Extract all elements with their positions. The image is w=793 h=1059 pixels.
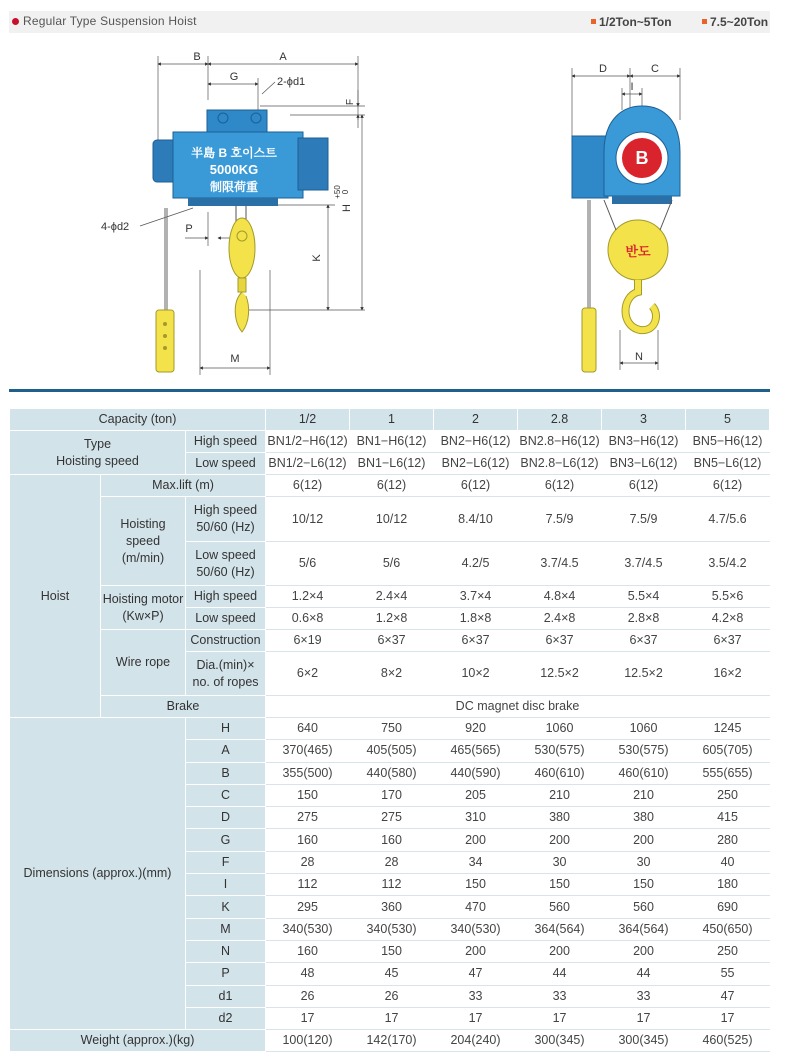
section-divider xyxy=(9,389,770,392)
capacity-cell: 5 xyxy=(686,409,770,431)
motor-high-label: High speed xyxy=(186,586,266,608)
dimension-value: 26 xyxy=(350,985,434,1007)
svg-text:0: 0 xyxy=(341,189,350,195)
dimension-name: I xyxy=(186,874,266,896)
dimension-value: 1245 xyxy=(686,718,770,740)
motor-low-cell: 2.8×8 xyxy=(602,608,686,630)
high-speed-label: High speed xyxy=(186,431,266,453)
svg-text:B: B xyxy=(193,51,201,63)
type-high-cell: BN2.8−H6(12) xyxy=(518,431,602,453)
dimension-value: 17 xyxy=(518,1007,602,1029)
dimension-value: 28 xyxy=(266,851,350,873)
dimension-value: 200 xyxy=(602,829,686,851)
hs-low-cell: 3.5/4.2 xyxy=(686,542,770,586)
dimension-value: 364(564) xyxy=(602,918,686,940)
dimension-value: 250 xyxy=(686,784,770,806)
type-high-cell: BN2−H6(12) xyxy=(434,431,518,453)
cell-text-line: Dia.(min)× xyxy=(196,657,255,672)
motor-low-cell: 1.8×8 xyxy=(434,608,518,630)
dimension-value: 465(565) xyxy=(434,740,518,762)
max-lift-cell: 6(12) xyxy=(686,475,770,497)
dimension-name: P xyxy=(186,963,266,985)
capacity-header: Capacity (ton) xyxy=(10,409,266,431)
dimension-value: 48 xyxy=(266,963,350,985)
capacity-cell: 3 xyxy=(602,409,686,431)
dimension-value: 160 xyxy=(266,940,350,962)
dimension-value: 33 xyxy=(518,985,602,1007)
dimension-value: 200 xyxy=(434,940,518,962)
hoist-front-view xyxy=(153,110,328,372)
dimension-value: 340(530) xyxy=(350,918,434,940)
svg-text:F: F xyxy=(345,98,356,106)
motor-label xyxy=(101,586,186,630)
max-lift-cell: 6(12) xyxy=(602,475,686,497)
dimension-value: 33 xyxy=(602,985,686,1007)
svg-text:C: C xyxy=(651,63,659,75)
dia-cell: 12.5×2 xyxy=(602,652,686,696)
dimension-value: 200 xyxy=(434,829,518,851)
dimension-value: 180 xyxy=(686,874,770,896)
dimension-value: 250 xyxy=(686,940,770,962)
dimension-value: 17 xyxy=(602,1007,686,1029)
dimension-value: 150 xyxy=(434,874,518,896)
svg-text:4-ϕd2: 4-ϕd2 xyxy=(101,221,130,233)
dimension-value: 340(530) xyxy=(266,918,350,940)
dimension-value: 555(655) xyxy=(686,762,770,784)
dimension-value: 380 xyxy=(518,807,602,829)
cell-text-line: 50/60 (Hz) xyxy=(196,564,255,579)
dimension-value: 47 xyxy=(434,963,518,985)
dimension-value: 640 xyxy=(266,718,350,740)
dimension-value: 605(705) xyxy=(686,740,770,762)
motor-low-label: Low speed xyxy=(186,608,266,630)
dimension-value: 150 xyxy=(518,874,602,896)
dimension-value: 275 xyxy=(266,807,350,829)
svg-text:5000KG: 5000KG xyxy=(209,162,259,177)
max-lift-cell: 6(12) xyxy=(266,475,350,497)
hs-low-cell: 3.7/4.5 xyxy=(602,542,686,586)
hs-high-label xyxy=(186,497,266,542)
dimension-value: 415 xyxy=(686,807,770,829)
dia-cell: 16×2 xyxy=(686,652,770,696)
cell-text-line: speed xyxy=(125,533,161,548)
dimension-value: 460(610) xyxy=(518,762,602,784)
hs-low-cell: 4.2/5 xyxy=(434,542,518,586)
dimension-name: K xyxy=(186,896,266,918)
type-low-cell: BN2.8−L6(12) xyxy=(518,453,602,475)
dimension-value: 210 xyxy=(602,784,686,806)
cell-text-line: (m/min) xyxy=(121,550,165,565)
type-high-cell: BN1−H6(12) xyxy=(350,431,434,453)
dimension-value: 310 xyxy=(434,807,518,829)
hs-high-cell: 10/12 xyxy=(266,497,350,542)
dimension-value: 17 xyxy=(434,1007,518,1029)
motor-high-cell: 5.5×4 xyxy=(602,586,686,608)
svg-text:D: D xyxy=(599,63,607,75)
dimension-value: 200 xyxy=(518,940,602,962)
hs-high-cell: 8.4/10 xyxy=(434,497,518,542)
cell-text-line: no. of ropes xyxy=(192,674,259,689)
dia-label xyxy=(186,652,266,696)
dimension-value: 364(564) xyxy=(518,918,602,940)
dimension-value: 370(465) xyxy=(266,740,350,762)
dimension-value: 440(590) xyxy=(434,762,518,784)
dimension-name: M xyxy=(186,918,266,940)
dimension-value: 33 xyxy=(434,985,518,1007)
dimension-value: 405(505) xyxy=(350,740,434,762)
dimension-value: 295 xyxy=(266,896,350,918)
dimensions-group-label: Dimensions (approx.)(mm) xyxy=(10,718,186,1030)
dimension-name: N xyxy=(186,940,266,962)
construction-cell: 6×19 xyxy=(266,630,350,652)
spec-table xyxy=(9,408,770,1052)
type-high-cell: BN5−H6(12) xyxy=(686,431,770,453)
svg-text:B: B xyxy=(635,148,649,168)
max-lift-label: Max.lift (m) xyxy=(101,475,266,497)
svg-text:半島 B 호이스트: 半島 B 호이스트 xyxy=(191,146,277,160)
dimension-value: 150 xyxy=(266,784,350,806)
capacity-range-2: 7.5~20Ton xyxy=(710,15,769,29)
svg-text:G: G xyxy=(229,71,239,83)
type-low-cell: BN3−L6(12) xyxy=(602,453,686,475)
svg-text:P: P xyxy=(185,223,193,235)
type-header xyxy=(10,431,186,475)
hs-high-cell: 4.7/5.6 xyxy=(686,497,770,542)
cell-text-line: 50/60 (Hz) xyxy=(196,520,255,534)
dimension-value: 1060 xyxy=(602,718,686,740)
dimension-value: 205 xyxy=(434,784,518,806)
dimension-name: F xyxy=(186,851,266,873)
dimension-value: 26 xyxy=(266,985,350,1007)
section-header xyxy=(9,11,770,33)
dimension-value: 450(650) xyxy=(686,918,770,940)
dimension-value: 17 xyxy=(350,1007,434,1029)
capacity-cell: 2.8 xyxy=(518,409,602,431)
cell-text-line: Hoisting speed xyxy=(56,453,139,468)
svg-text:I: I xyxy=(630,81,634,93)
dimension-value: 200 xyxy=(602,940,686,962)
type-low-cell: BN1/2−L6(12) xyxy=(266,453,350,475)
motor-low-cell: 1.2×8 xyxy=(350,608,434,630)
weight-cell: 204(240) xyxy=(434,1030,518,1052)
dimension-value: 560 xyxy=(602,896,686,918)
cell-text-line: Type xyxy=(83,436,112,451)
construction-cell: 6×37 xyxy=(686,630,770,652)
dimension-value: 112 xyxy=(350,874,434,896)
capacity-cell: 2 xyxy=(434,409,518,431)
svg-text:H: H xyxy=(341,204,353,212)
dimension-value: 275 xyxy=(350,807,434,829)
dimension-value: 17 xyxy=(686,1007,770,1029)
svg-text:M: M xyxy=(230,353,240,365)
motor-low-cell: 4.2×8 xyxy=(686,608,770,630)
dimension-value: 200 xyxy=(518,829,602,851)
bullet-icon xyxy=(12,18,19,25)
dimension-name: C xyxy=(186,784,266,806)
weight-cell: 142(170) xyxy=(350,1030,434,1052)
motor-low-cell: 2.4×8 xyxy=(518,608,602,630)
type-high-cell: BN1/2−H6(12) xyxy=(266,431,350,453)
dimension-value: 44 xyxy=(602,963,686,985)
dimension-value: 28 xyxy=(350,851,434,873)
dimension-value: 380 xyxy=(602,807,686,829)
cell-text-line: (Kw×P) xyxy=(122,608,164,623)
dimension-value: 355(500) xyxy=(266,762,350,784)
wire-rope-label: Wire rope xyxy=(101,630,186,696)
dimension-value: 112 xyxy=(266,874,350,896)
dia-cell: 10×2 xyxy=(434,652,518,696)
motor-high-cell: 5.5×6 xyxy=(686,586,770,608)
low-speed-label: Low speed xyxy=(186,453,266,475)
hs-low-label xyxy=(186,542,266,586)
cell-text-line: Low speed xyxy=(195,547,256,562)
hoist-technical-drawing xyxy=(0,40,793,385)
dimension-value: 750 xyxy=(350,718,434,740)
weight-cell: 460(525) xyxy=(686,1030,770,1052)
construction-label: Construction xyxy=(186,630,266,652)
construction-cell: 6×37 xyxy=(518,630,602,652)
capacity-cell: 1/2 xyxy=(266,409,350,431)
dimension-value: 47 xyxy=(686,985,770,1007)
capacity-cell: 1 xyxy=(350,409,434,431)
type-low-cell: BN1−L6(12) xyxy=(350,453,434,475)
dimension-value: 530(575) xyxy=(518,740,602,762)
motor-low-cell: 0.6×8 xyxy=(266,608,350,630)
dimension-value: 150 xyxy=(602,874,686,896)
hoist-side-view xyxy=(572,106,680,372)
weight-cell: 300(345) xyxy=(518,1030,602,1052)
dimension-value: 55 xyxy=(686,963,770,985)
cell-text-line: Hoisting xyxy=(120,516,166,531)
dimension-value: 210 xyxy=(518,784,602,806)
hs-high-cell: 7.5/9 xyxy=(518,497,602,542)
dimension-value: 45 xyxy=(350,963,434,985)
motor-high-cell: 1.2×4 xyxy=(266,586,350,608)
square-bullet-icon xyxy=(702,19,707,24)
dimension-value: 440(580) xyxy=(350,762,434,784)
max-lift-cell: 6(12) xyxy=(518,475,602,497)
motor-high-cell: 4.8×4 xyxy=(518,586,602,608)
type-low-cell: BN5−L6(12) xyxy=(686,453,770,475)
dimension-name: D xyxy=(186,807,266,829)
dimension-value: 150 xyxy=(350,940,434,962)
hs-low-cell: 3.7/4.5 xyxy=(518,542,602,586)
construction-cell: 6×37 xyxy=(350,630,434,652)
square-bullet-icon xyxy=(591,19,596,24)
dimension-value: 1060 xyxy=(518,718,602,740)
weight-cell: 100(120) xyxy=(266,1030,350,1052)
weight-cell: 300(345) xyxy=(602,1030,686,1052)
dimension-value: 160 xyxy=(350,829,434,851)
cell-text-line: Hoisting motor xyxy=(102,591,184,606)
dimension-name: d2 xyxy=(186,1007,266,1029)
svg-text:N: N xyxy=(635,351,643,363)
dimension-value: 470 xyxy=(434,896,518,918)
capacity-range-1: 1/2Ton~5Ton xyxy=(599,15,672,29)
construction-cell: 6×37 xyxy=(434,630,518,652)
dimension-value: 690 xyxy=(686,896,770,918)
svg-text:K: K xyxy=(311,254,323,262)
dimension-value: 340(530) xyxy=(434,918,518,940)
construction-cell: 6×37 xyxy=(602,630,686,652)
hs-high-cell: 7.5/9 xyxy=(602,497,686,542)
dia-cell: 12.5×2 xyxy=(518,652,602,696)
dimension-name: H xyxy=(186,718,266,740)
hs-low-cell: 5/6 xyxy=(350,542,434,586)
svg-text:A: A xyxy=(279,51,287,63)
dimension-value: 40 xyxy=(686,851,770,873)
dimension-value: 560 xyxy=(518,896,602,918)
dimension-value: 460(610) xyxy=(602,762,686,784)
type-low-cell: BN2−L6(12) xyxy=(434,453,518,475)
dimension-value: 530(575) xyxy=(602,740,686,762)
dimension-value: 170 xyxy=(350,784,434,806)
max-lift-cell: 6(12) xyxy=(350,475,434,497)
dimension-name: d1 xyxy=(186,985,266,1007)
weight-label: Weight (approx.)(kg) xyxy=(10,1030,266,1052)
dimension-value: 30 xyxy=(602,851,686,873)
dimension-name: G xyxy=(186,829,266,851)
dimension-value: 44 xyxy=(518,963,602,985)
section-title: Regular Type Suspension Hoist xyxy=(23,14,197,28)
brake-label: Brake xyxy=(101,696,266,718)
svg-text:+50: +50 xyxy=(333,185,342,199)
dimension-name: A xyxy=(186,740,266,762)
max-lift-cell: 6(12) xyxy=(434,475,518,497)
hoist-group-label: Hoist xyxy=(10,475,101,718)
type-high-cell: BN3−H6(12) xyxy=(602,431,686,453)
dimension-value: 160 xyxy=(266,829,350,851)
motor-high-cell: 2.4×4 xyxy=(350,586,434,608)
hs-low-cell: 5/6 xyxy=(266,542,350,586)
svg-text:2-ϕd1: 2-ϕd1 xyxy=(277,76,306,88)
dimension-value: 17 xyxy=(266,1007,350,1029)
dimension-value: 30 xyxy=(518,851,602,873)
hoisting-speed-label xyxy=(101,497,186,586)
svg-text:制限荷重: 制限荷重 xyxy=(209,180,259,194)
dimension-value: 280 xyxy=(686,829,770,851)
dia-cell: 8×2 xyxy=(350,652,434,696)
dimension-value: 360 xyxy=(350,896,434,918)
dimension-value: 34 xyxy=(434,851,518,873)
svg-text:반도: 반도 xyxy=(625,244,651,259)
dia-cell: 6×2 xyxy=(266,652,350,696)
motor-high-cell: 3.7×4 xyxy=(434,586,518,608)
dimension-name: B xyxy=(186,762,266,784)
hs-high-cell: 10/12 xyxy=(350,497,434,542)
brake-value: DC magnet disc brake xyxy=(266,696,770,718)
dimension-value: 920 xyxy=(434,718,518,740)
cell-text-line: High speed xyxy=(193,503,258,517)
